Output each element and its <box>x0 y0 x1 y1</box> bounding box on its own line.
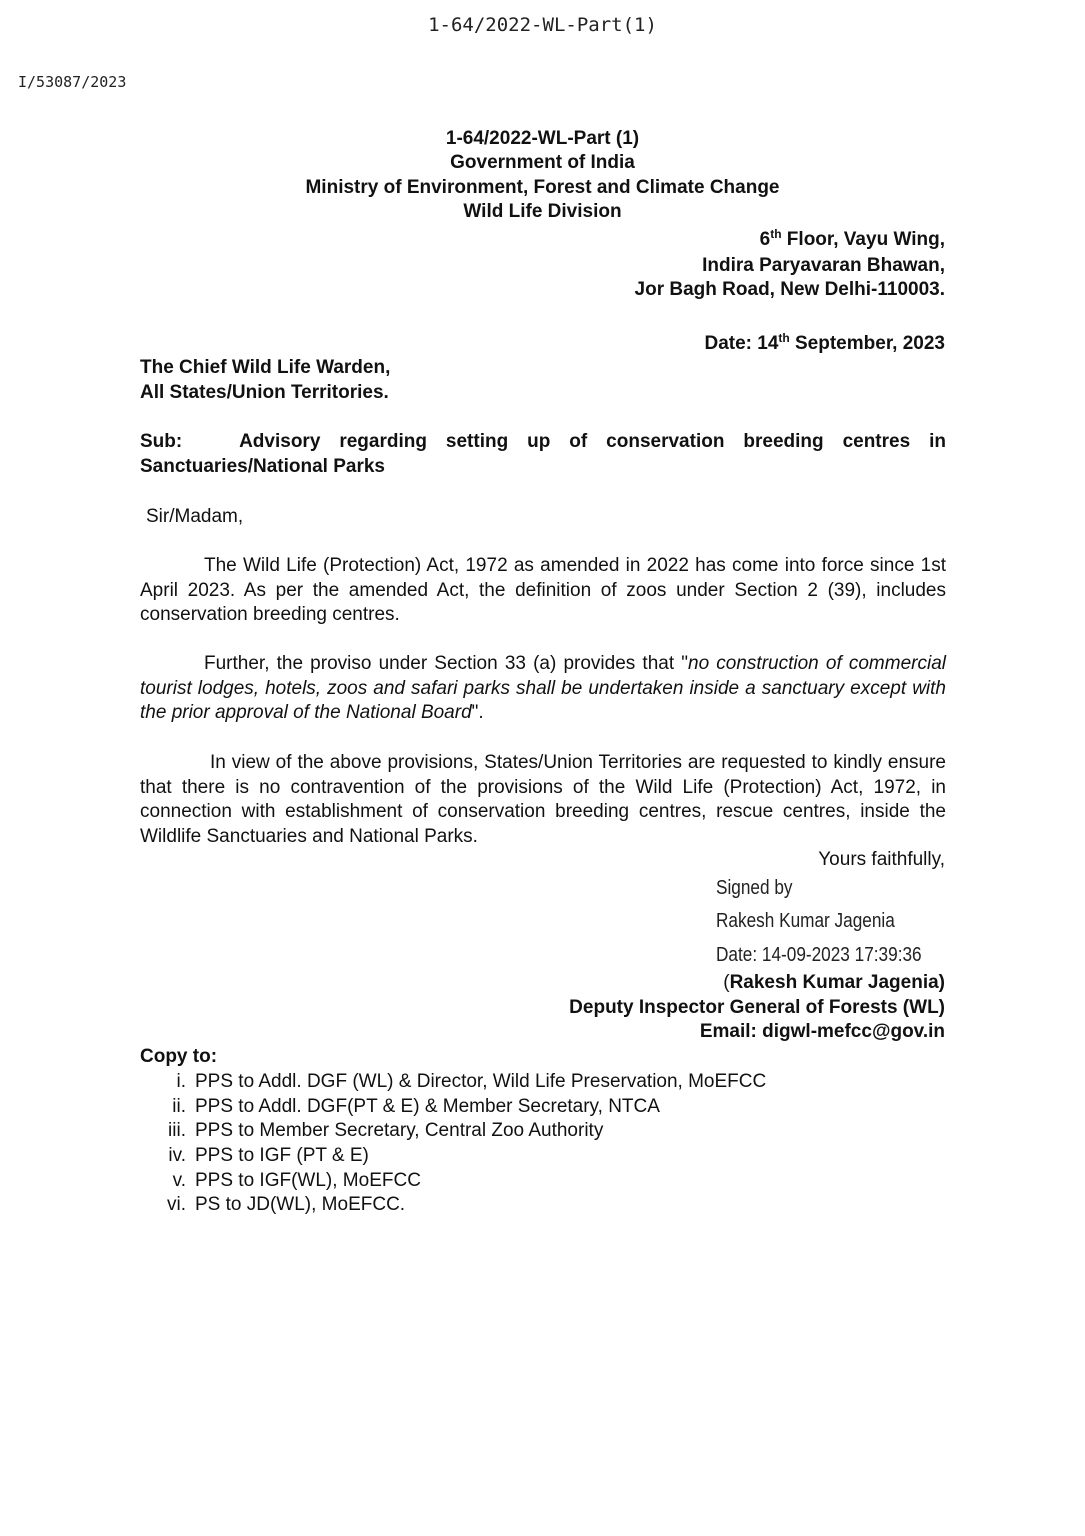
list-item-number: iii. <box>168 1120 186 1142</box>
floor-rest: Floor, Vayu Wing, <box>781 229 945 250</box>
date-prefix: Date: 14 <box>704 333 779 354</box>
government-line: Government of India <box>450 152 635 173</box>
date-suffix: th <box>778 331 790 345</box>
list-item <box>140 1070 766 1095</box>
list-item <box>140 1144 766 1169</box>
paragraph-2-end: ". <box>471 702 484 723</box>
list-item-number: iv. <box>168 1145 186 1167</box>
receipt-number: I/53087/2023 <box>18 73 127 91</box>
copy-to-list <box>140 1070 766 1218</box>
digital-signature-line-1: Signed by <box>716 877 793 899</box>
paragraph-2-quote: no construction of commercial tourist lodges, hotels, zoos and safari parks shall be undertaken inside a sanctuary except with the prior approval of the National Board <box>140 653 946 723</box>
paragraph-2 <box>140 652 946 726</box>
signatory-designation: Deputy Inspector General of Forests (WL) <box>569 997 945 1018</box>
signatory-email: Email: digwl-mefcc@gov.in <box>699 1021 945 1042</box>
paragraph-1: The Wild Life (Protection) Act, 1972 as amended in 2022 has come into force since 1st April 2023. As per the amended Act, the definition of zoos under Section 2 (39), includes conservation breeding centres. <box>140 555 946 625</box>
paragraph-3: In view of the above provisions, States/Union Territories are requested to kindly ensure that there is no contravention of the provisions of the Wild Life (Protection) Act, 1972, in connection with establishment of conservation breeding centres, rescue centres, inside the Wildlife Sanctuaries and National Parks. <box>140 752 946 847</box>
list-item-text: PPS to IGF (PT & E) <box>195 1145 369 1167</box>
address-line-2: Indira Paryavaran Bhawan, <box>702 255 945 276</box>
list-item-text: PPS to IGF(WL), MoEFCC <box>195 1169 421 1191</box>
list-item-number: v. <box>172 1169 186 1191</box>
copy-to-label: Copy to: <box>140 1046 218 1067</box>
address-line-3: Jor Bagh Road, New Delhi-110003. <box>634 279 945 300</box>
digital-signature-line-3: Date: 14-09-2023 17:39:36 <box>716 944 922 966</box>
digital-signature-line-2: Rakesh Kumar Jagenia <box>716 910 895 932</box>
signatory-name-paren: ( <box>723 972 730 993</box>
subject-block <box>140 430 946 479</box>
list-item-text: PPS to Addl. DGF (WL) & Director, Wild Life Preservation, MoEFCC <box>195 1071 767 1092</box>
list-item <box>140 1095 766 1120</box>
addressee-line-2: All States/Union Territories. <box>140 382 389 403</box>
ministry-line: Ministry of Environment, Forest and Climate Change <box>305 177 780 198</box>
subject-text: Advisory regarding setting up of conservation breeding centres in Sanctuaries/National Parks <box>140 431 946 477</box>
date-rest: September, 2023 <box>789 333 945 354</box>
file-number-header: 1-64/2022-WL-Part(1) <box>428 14 657 36</box>
subject-label: Sub: <box>140 431 183 452</box>
list-item-number: ii. <box>172 1095 186 1117</box>
salutation: Sir/Madam, <box>146 506 244 527</box>
list-item-text: PS to JD(WL), MoEFCC. <box>195 1194 406 1216</box>
paragraph-2-lead: Further, the proviso under Section 33 (a) provides that " <box>204 653 689 674</box>
list-item <box>140 1169 766 1194</box>
reference-number: 1-64/2022-WL-Part (1) <box>445 128 640 149</box>
address-line-1 <box>760 229 945 251</box>
list-item-number: i. <box>176 1071 186 1092</box>
addressee-line-1: The Chief Wild Life Warden, <box>140 357 391 378</box>
signatory-name-text: Rakesh Kumar Jagenia) <box>729 972 945 993</box>
list-item-number: vi. <box>167 1194 186 1216</box>
list-item <box>140 1119 766 1144</box>
closing: Yours faithfully, <box>818 849 945 870</box>
list-item <box>140 1193 766 1218</box>
floor-number: 6 <box>759 229 771 250</box>
division-line: Wild Life Division <box>463 201 622 222</box>
floor-suffix: th <box>770 227 782 241</box>
list-item-text: PPS to Addl. DGF(PT & E) & Member Secretary, NTCA <box>195 1095 660 1117</box>
signatory-name <box>723 972 945 994</box>
list-item-text: PPS to Member Secretary, Central Zoo Authority <box>195 1120 604 1142</box>
letter-date <box>704 333 945 355</box>
